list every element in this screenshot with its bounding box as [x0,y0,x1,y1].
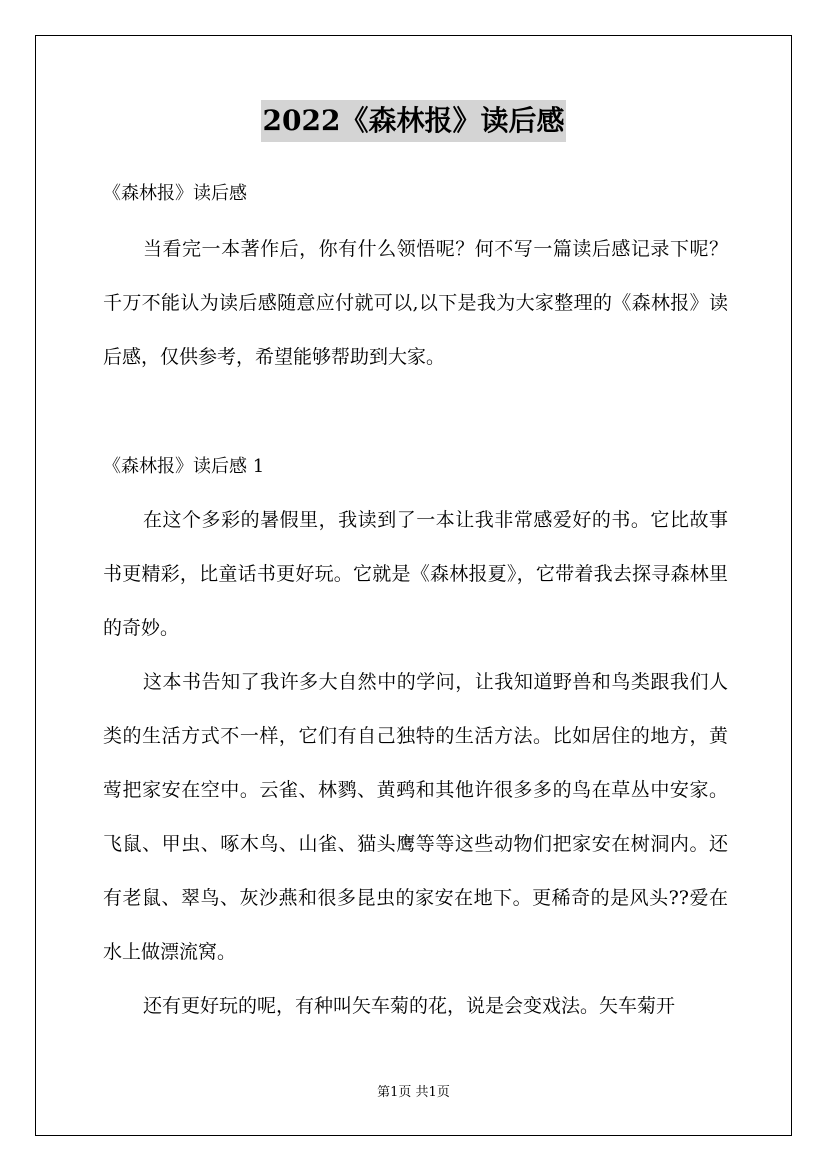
document-title: 2022《森林报》读后感 [261,100,567,142]
intro-paragraph: 当看完一本著作后，你有什么领悟呢？何不写一篇读后感记录下呢？千万不能认为读后感随意应付就可以,以下是我为大家整理的《森林报》读后感，仅供参考，希望能够帮助到大家。 [103,238,728,368]
title-container [0,100,827,142]
document-subtitle: 《森林报》读后感 [103,183,247,204]
section-heading: 《森林报》读后感 1 [103,456,265,477]
body-paragraph-2: 这本书告知了我许多大自然中的学问，让我知道野兽和鸟类跟我们人类的生活方式不一样，它们有自己独特的生活方法。比如居住的地方，黄莺把家安在空中。云雀、林鹨、黄鹀和其他许很多多的鸟在草丛中安家。飞鼠、甲虫、啄木鸟、山雀、猫头鹰等等这些动物们把家安在树洞内。还有老鼠、翠鸟、灰沙燕和很多昆虫的家安在地下。更稀奇的是风头??爱在水上做漂流窝。 [103,671,728,963]
page-footer: 第1页 共1页 [377,1085,450,1100]
body-paragraph-3: 还有更好玩的呢，有种叫矢车菊的花，说是会变戏法。矢车菊开 [143,995,676,1017]
body-paragraph-1: 在这个多彩的暑假里，我读到了一本让我非常感爱好的书。它比故事书更精彩，比童话书更好玩。它就是《森林报夏》，它带着我去探寻森林里的奇妙。 [103,509,728,639]
